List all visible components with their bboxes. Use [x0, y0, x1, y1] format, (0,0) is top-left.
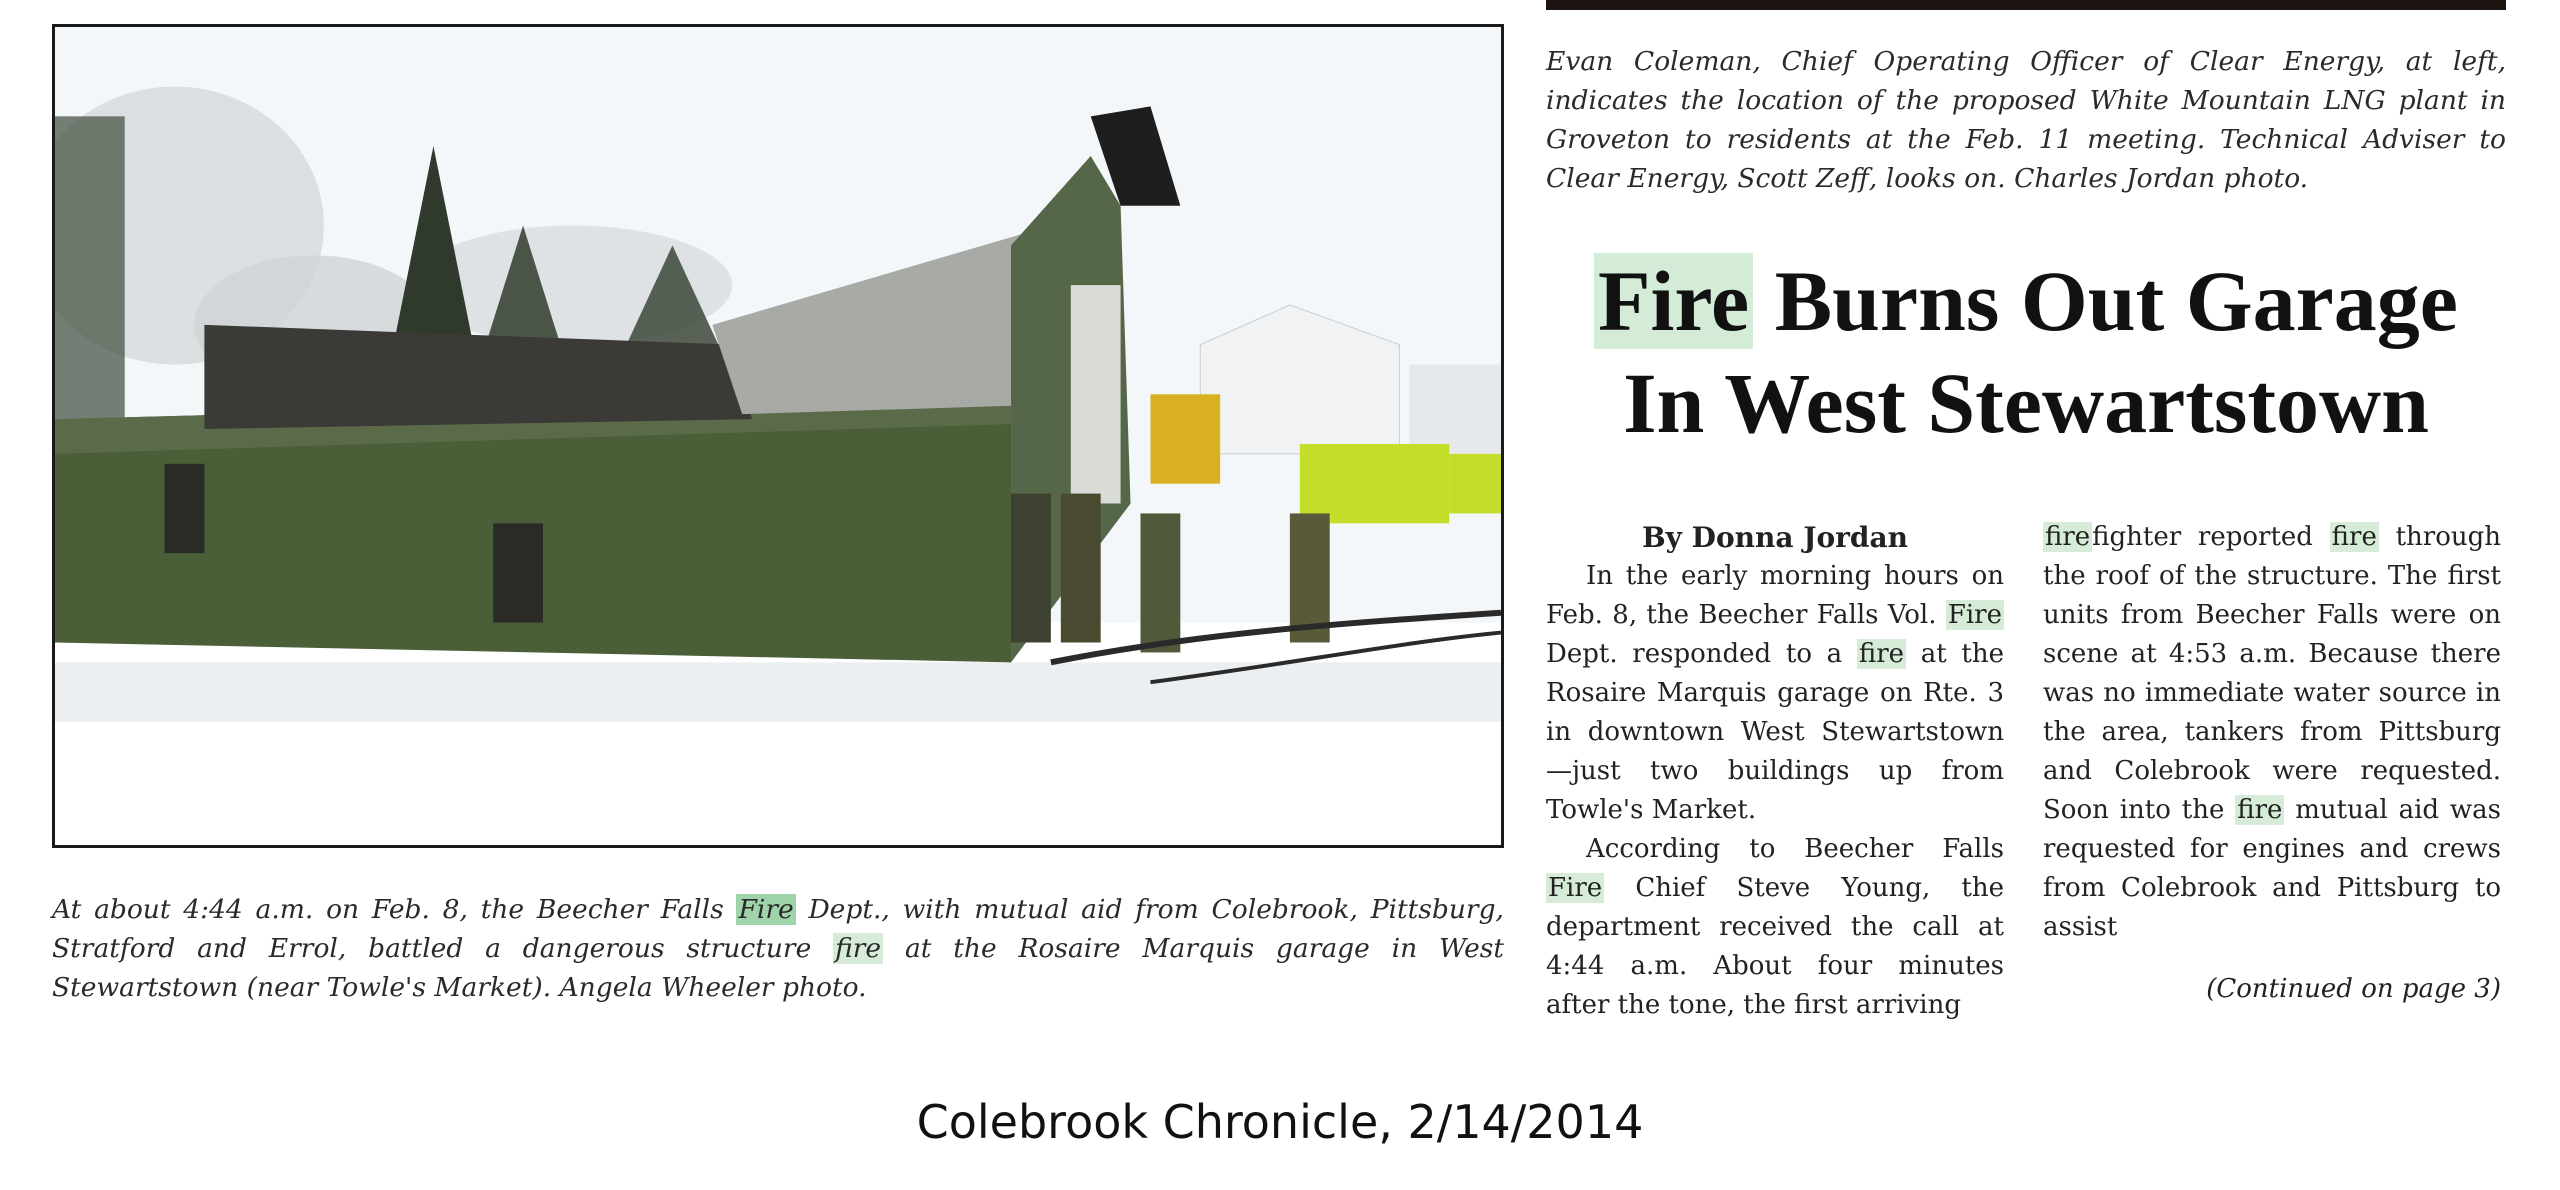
article-column-2 [2043, 518, 2501, 947]
headline-line-2: In West Stewartstown [1623, 355, 2429, 451]
article-paragraph: In the early morning hours on Feb. 8, the Beecher Falls Vol. Fire Dept. responded to a fire at the Rosaire Marquis garage on Rte. 3 in downtown West Stewartstown—just two buildings up from Towle's Market. [1546, 561, 2005, 825]
search-highlight: Fire [1947, 600, 2002, 630]
search-highlight: fire [2237, 795, 2283, 825]
search-highlight: fire [2331, 522, 2377, 552]
search-highlight: Fire [1548, 873, 1603, 903]
article-paragraph: According to Beecher Falls Fire Chief Steve Young, the department received the call at 4:44 a.m. About four minutes after the tone, the first arriving [1546, 834, 2004, 1020]
article-column-1 [1546, 518, 2004, 1025]
search-highlight: Fire [1594, 253, 1753, 349]
search-highlight: fire [2045, 522, 2091, 552]
previous-photo-caption: Evan Coleman, Chief Operating Officer of Clear Energy, at left, indicates the location of the proposed White Mountain LNG plant in Groveton to residents at the Feb. 11 meeting. Technical Adviser to Clear Energy, Scott Zeff, looks on. Charles Jordan photo. [1546, 46, 2506, 194]
search-highlight: fire [835, 933, 882, 964]
burned-garage-photo-icon [55, 27, 1501, 845]
article-headline [1546, 250, 2506, 454]
search-highlight: Fire [738, 894, 794, 925]
byline: By Donna Jordan [1642, 521, 1908, 554]
search-highlight: fire [1858, 639, 1905, 669]
photo-caption: At about 4:44 a.m. on Feb. 8, the Beecher Falls Fire Dept., with mutual aid from Colebrook, Pittsburg, Stratford and Errol, battled a dangerous structure fire at the Rosaire Marquis garage in West Stewartstown (near Towle's Market). Angela Wheeler photo. [52, 894, 1505, 1003]
previous-photo-bottom-edge [1546, 0, 2506, 10]
source-citation: Colebrook Chronicle, 2/14/2014 [916, 1095, 1644, 1149]
news-photo [52, 24, 1504, 848]
continued-note: (Continued on page 3) [2206, 974, 2501, 1004]
article-paragraph: firefighter reported fire through the roof of the structure. The first units from Beecher Falls were on scene at 4:53 a.m. Because there was no immediate water source in the area, tankers from Pittsburg and Colebrook were requested. Soon into the fire mutual aid was requested for engines and crews from Colebrook and Pittsburg to assist [2043, 522, 2501, 942]
headline-line-1: Fire Burns Out Garage [1546, 250, 2506, 352]
